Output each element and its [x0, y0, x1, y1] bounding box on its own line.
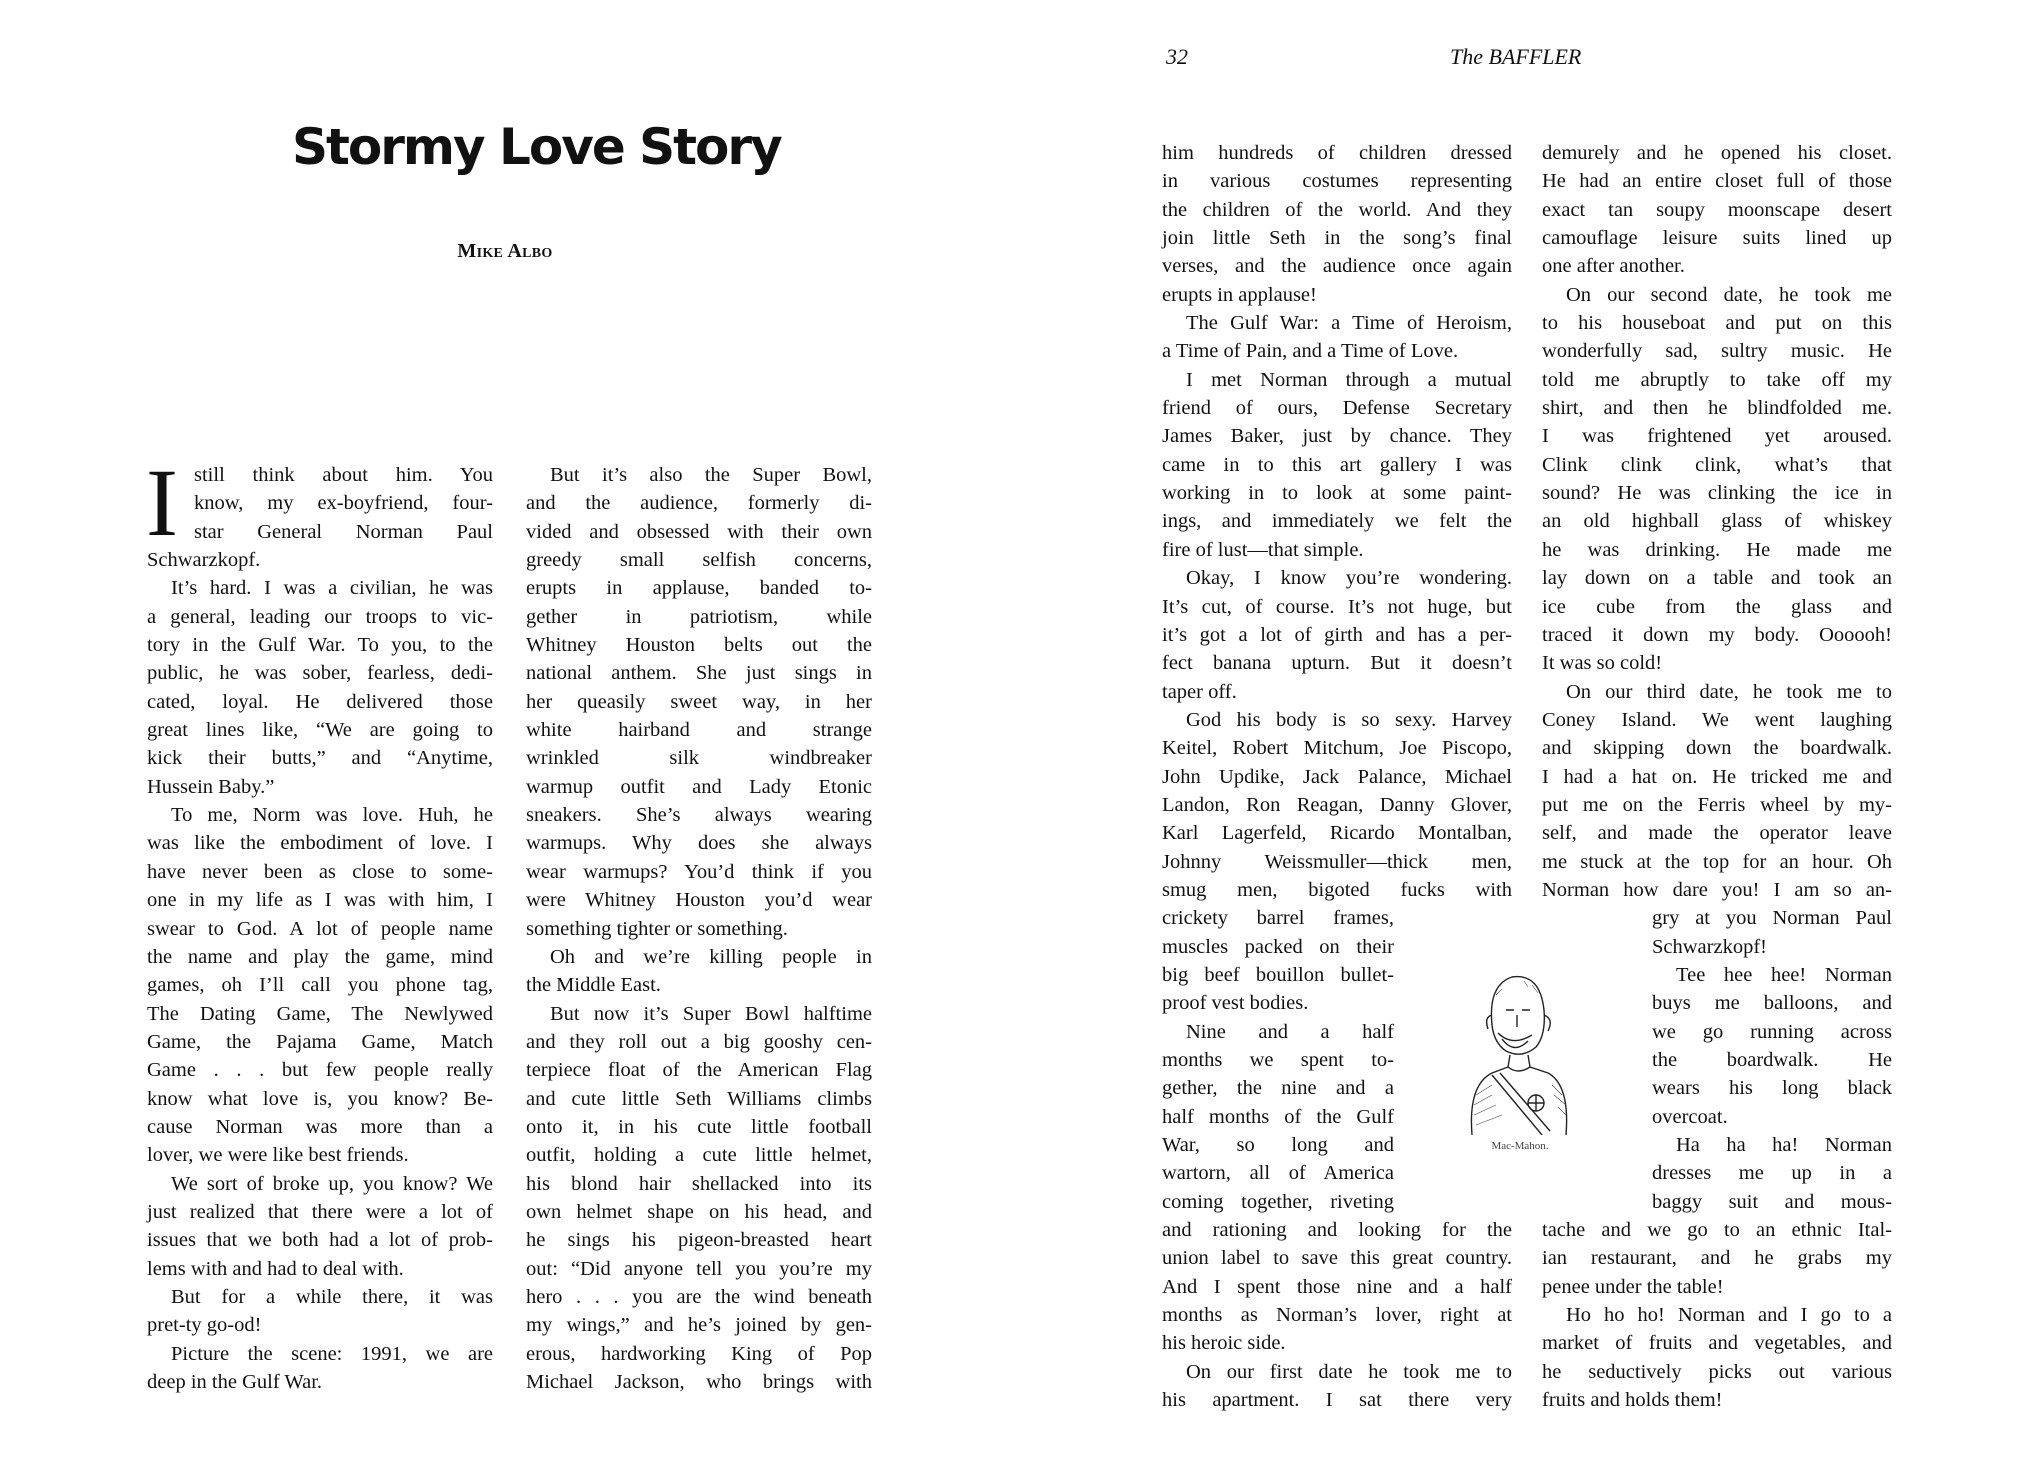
text-line: know what love is, you know? Be-: [147, 1087, 493, 1110]
text-line: and skipping down the boardwalk.: [1542, 737, 1892, 760]
text-line: he seductively picks out various: [1542, 1360, 1892, 1383]
text-line: one in my life as I was with him, I: [147, 889, 493, 912]
text-column-4: [1542, 139, 1892, 1414]
text-line: And I spent those nine and a half: [1162, 1275, 1512, 1298]
text-line: sneakers. She’s always wearing: [526, 804, 872, 827]
text-line: To me, Norm was love. Huh, he: [171, 804, 493, 827]
text-line: the children of the world. And they: [1162, 198, 1512, 221]
text-line: Clink clink clink, what’s that: [1542, 453, 1892, 476]
text-line: the Middle East.: [526, 974, 661, 997]
text-line: wear warmups? You’d think if you: [526, 860, 872, 883]
text-line: months as Norman’s lover, right at: [1162, 1304, 1512, 1327]
text-line: erous, hardworking King of Pop: [526, 1342, 872, 1365]
text-line: lover, we were like best friends.: [147, 1144, 409, 1167]
text-line: self, and made the operator leave: [1542, 822, 1892, 845]
text-line: We sort of broke up, you know? We: [171, 1172, 493, 1195]
text-line: demurely and he opened his closet.: [1542, 142, 1892, 164]
text-line: fect banana upturn. But it doesn’t: [1162, 652, 1512, 675]
portrait-engraving: [1462, 955, 1574, 1135]
text-line: It was so cold!: [1542, 652, 1663, 675]
text-line: taper off.: [1162, 680, 1237, 703]
drop-cap: I: [146, 449, 178, 556]
text-line: James Baker, just by chance. They: [1162, 425, 1512, 448]
text-line: cause Norman was more than a: [147, 1115, 493, 1138]
text-line: white hairband and strange: [526, 719, 872, 742]
text-line: wears his long black: [1652, 1077, 1892, 1100]
text-line: were Whitney Houston you’d wear: [526, 889, 872, 912]
text-line: a Time of Pain, and a Time of Love.: [1162, 340, 1459, 363]
page-number: 32: [1166, 44, 1188, 69]
text-line: Schwarzkopf!: [1652, 935, 1767, 958]
text-line: I had a hat on. He tricked me and: [1542, 765, 1892, 788]
text-line: It’s hard. I was a civilian, he was: [171, 577, 493, 600]
text-line: greedy small selfish concerns,: [526, 549, 872, 572]
text-line: to his houseboat and put on this: [1542, 312, 1892, 335]
text-line: wrinkled silk windbreaker: [526, 747, 872, 770]
text-line: his apartment. I sat there very: [1162, 1389, 1512, 1412]
text-line: gether, the nine and a: [1162, 1077, 1394, 1100]
text-line: own helmet shape on his head, and: [526, 1200, 872, 1223]
illustration-caption: Mac-Mahon.: [1491, 1140, 1549, 1152]
text-line: lay down on a table and took an: [1542, 567, 1892, 590]
text-line: he was drinking. He made me: [1542, 538, 1892, 561]
text-line: exact tan soupy moonscape desert: [1542, 198, 1892, 221]
text-column-3: [1162, 139, 1512, 1414]
text-line: half months of the Gulf: [1162, 1105, 1394, 1128]
text-line: Ha ha ha! Norman: [1676, 1134, 1892, 1157]
text-line: join little Seth in the song’s final: [1162, 227, 1512, 250]
text-line: On our third date, he took me to: [1566, 680, 1892, 703]
text-line: still think about him. You: [194, 464, 493, 486]
text-line: deep in the Gulf War.: [147, 1371, 323, 1393]
text-line: his heroic side.: [1162, 1332, 1286, 1355]
text-line: ings, and immediately we felt the: [1162, 510, 1512, 533]
text-line: the boardwalk. He: [1652, 1049, 1892, 1071]
text-line: issues that we both had a lot of prob-: [147, 1229, 493, 1252]
text-line: Schwarzkopf.: [147, 549, 261, 572]
text-line: The Gulf War: a Time of Heroism,: [1186, 312, 1512, 335]
text-line: know, my ex-boyfriend, four-: [194, 492, 493, 515]
text-line: and rationing and looking for the: [1162, 1219, 1512, 1242]
text-line: penee under the table!: [1542, 1275, 1724, 1298]
text-line: dresses me up in a: [1652, 1162, 1892, 1185]
text-line: hero . . . you are the wind beneath: [526, 1285, 872, 1308]
text-line: we go running across: [1652, 1020, 1892, 1043]
text-line: just realized that there were a lot of: [147, 1200, 493, 1223]
text-line: shirt, and then he blindfolded me.: [1542, 397, 1892, 420]
text-line: a general, leading our troops to vic-: [147, 605, 493, 628]
text-line: I met Norman through a mutual: [1186, 368, 1512, 391]
text-line: out: “Did anyone tell you you’re my: [526, 1257, 872, 1280]
running-title: The BAFFLER: [1450, 44, 1582, 69]
byline: Mike Albo: [457, 240, 553, 262]
text-line: It’s cut, of course. It’s not huge, but: [1162, 595, 1512, 618]
text-line: wartorn, all of America: [1162, 1162, 1394, 1185]
text-line: lems with and had to deal with.: [147, 1257, 404, 1280]
text-line: terpiece float of the American Flag: [526, 1059, 872, 1082]
text-line: Picture the scene: 1991, we are: [171, 1342, 493, 1365]
text-line: erupts in applause!: [1162, 283, 1317, 306]
text-line: On our first date he took me to: [1186, 1360, 1512, 1383]
text-line: fire of lust—that simple.: [1162, 538, 1364, 561]
text-line: ice cube from the glass and: [1542, 595, 1892, 618]
text-line: camouflage leisure suits lined up: [1542, 227, 1892, 250]
text-line: warmups. Why does she always: [526, 832, 872, 855]
text-line: great lines like, “We are going to: [147, 719, 493, 742]
text-line: months we spent to-: [1162, 1049, 1394, 1071]
text-line: pret-ty go-od!: [147, 1314, 262, 1337]
text-line: God his body is so sexy. Harvey: [1186, 708, 1512, 731]
text-line: fruits and holds them!: [1542, 1389, 1723, 1412]
text-line: something tighter or something.: [526, 917, 788, 940]
text-line: Landon, Ron Reagan, Danny Glover,: [1162, 793, 1512, 816]
text-line: and cute little Seth Williams climbs: [526, 1087, 872, 1110]
text-column-2: [526, 461, 872, 1396]
text-line: proof vest bodies.: [1162, 992, 1309, 1015]
text-line: have never been as close to some-: [147, 860, 493, 883]
text-line: Norman how dare you! I am so an-: [1542, 878, 1892, 901]
text-line: sound? He was clinking the ice in: [1542, 482, 1892, 505]
text-line: warmup outfit and Lady Etonic: [526, 775, 872, 798]
text-line: Nine and a half: [1186, 1020, 1394, 1043]
text-line: Okay, I know you’re wondering.: [1186, 567, 1512, 590]
text-line: He had an entire closet full of those: [1542, 170, 1892, 193]
text-line: public, he was sober, fearless, dedi-: [147, 662, 493, 685]
text-line: crickety barrel frames,: [1162, 907, 1394, 930]
text-line: On our second date, he took me: [1566, 283, 1892, 306]
text-line: muscles packed on their: [1162, 935, 1394, 958]
text-line: gether in patriotism, while: [526, 605, 872, 628]
text-line: Ho ho ho! Norman and I go to a: [1566, 1304, 1892, 1327]
text-line: an old highball glass of whiskey: [1542, 510, 1892, 533]
text-line: star General Norman Paul: [194, 520, 493, 543]
text-line: my wings,” and he’s joined by gen-: [526, 1314, 872, 1337]
text-line: Coney Island. We went laughing: [1542, 708, 1892, 731]
text-line: games, oh I’ll call you phone tag,: [147, 974, 493, 997]
text-line: Whitney Houston belts out the: [526, 634, 872, 657]
text-line: But now it’s Super Bowl halftime: [550, 1002, 872, 1025]
text-line: put me on the Ferris wheel by my-: [1542, 793, 1892, 816]
text-line: Karl Lagerfeld, Ricardo Montalban,: [1162, 822, 1512, 845]
text-line: coming together, riveting: [1162, 1190, 1394, 1213]
text-line: it’s got a lot of girth and has a per-: [1162, 623, 1512, 646]
text-line: smug men, bigoted fucks with: [1162, 878, 1512, 901]
text-line: and the audience, formerly di-: [526, 492, 872, 515]
text-line: me stuck at the top for an hour. Oh: [1542, 850, 1892, 873]
text-line: Tee hee hee! Norman: [1676, 963, 1892, 986]
text-line: tache and we go to an ethnic Ital-: [1542, 1219, 1892, 1242]
text-line: kick their butts,” and “Anytime,: [147, 747, 493, 770]
text-line: union label to save this great country.: [1162, 1247, 1512, 1270]
text-line: John Updike, Jack Palance, Michael: [1162, 765, 1512, 788]
text-line: tory in the Gulf War. To you, to the: [147, 634, 493, 657]
text-line: he sings his pigeon-breasted heart: [526, 1229, 872, 1252]
text-line: swear to God. A lot of people name: [147, 917, 493, 940]
text-line: was like the embodiment of love. I: [147, 832, 493, 855]
text-line: Game, the Pajama Game, Match: [147, 1030, 493, 1053]
text-line: gry at you Norman Paul: [1652, 907, 1892, 930]
text-line: Michael Jackson, who brings with: [526, 1371, 872, 1393]
text-line: vided and obsessed with their own: [526, 520, 872, 543]
text-line: But for a while there, it was: [171, 1285, 493, 1308]
text-line: the name and play the game, mind: [147, 945, 493, 968]
text-line: one after another.: [1542, 255, 1685, 278]
text-line: I was frightened yet aroused.: [1542, 425, 1892, 448]
text-line: buys me balloons, and: [1652, 992, 1892, 1015]
text-line: War, so long and: [1162, 1134, 1394, 1157]
text-line: friend of ours, Defense Secretary: [1162, 397, 1512, 420]
text-line: came in to this art gallery I was: [1162, 453, 1512, 476]
text-line: in various costumes representing: [1162, 170, 1512, 193]
text-line: told me abruptly to take off my: [1542, 368, 1892, 391]
text-column-1: [147, 461, 493, 1396]
text-line: and they roll out a big gooshy cen-: [526, 1030, 872, 1053]
text-line: verses, and the audience once again: [1162, 255, 1512, 278]
text-line: But it’s also the Super Bowl,: [550, 464, 872, 486]
text-line: working in to look at some paint-: [1162, 482, 1512, 505]
text-line: cated, loyal. He delivered those: [147, 690, 493, 713]
text-line: his blond hair shellacked into its: [526, 1172, 872, 1195]
text-line: baggy suit and mous-: [1652, 1190, 1892, 1213]
text-line: outfit, holding a cute little helmet,: [526, 1144, 872, 1167]
text-line: him hundreds of children dressed: [1162, 142, 1512, 164]
text-line: wonderfully sad, sultry music. He: [1542, 340, 1892, 363]
text-line: traced it down my body. Oooooh!: [1542, 623, 1892, 646]
text-line: The Dating Game, The Newlywed: [147, 1002, 493, 1025]
text-line: Hussein Baby.”: [147, 775, 275, 798]
text-line: market of fruits and vegetables, and: [1542, 1332, 1892, 1355]
text-line: ian restaurant, and he grabs my: [1542, 1247, 1892, 1270]
text-line: erupts in applause, banded to-: [526, 577, 872, 600]
text-line: Oh and we’re killing people in: [550, 945, 872, 968]
article-title: Stormy Love Story: [292, 118, 781, 176]
text-line: Johnny Weissmuller—thick men,: [1162, 850, 1512, 873]
text-line: her queasily sweet way, in her: [526, 690, 872, 713]
text-line: national anthem. She just sings in: [526, 662, 872, 685]
text-line: onto it, in his cute little football: [526, 1115, 872, 1138]
text-line: overcoat.: [1652, 1105, 1728, 1128]
text-line: Game . . . but few people really: [147, 1059, 493, 1082]
text-line: big beef bouillon bullet-: [1162, 963, 1394, 986]
text-line: Keitel, Robert Mitchum, Joe Piscopo,: [1162, 737, 1512, 760]
